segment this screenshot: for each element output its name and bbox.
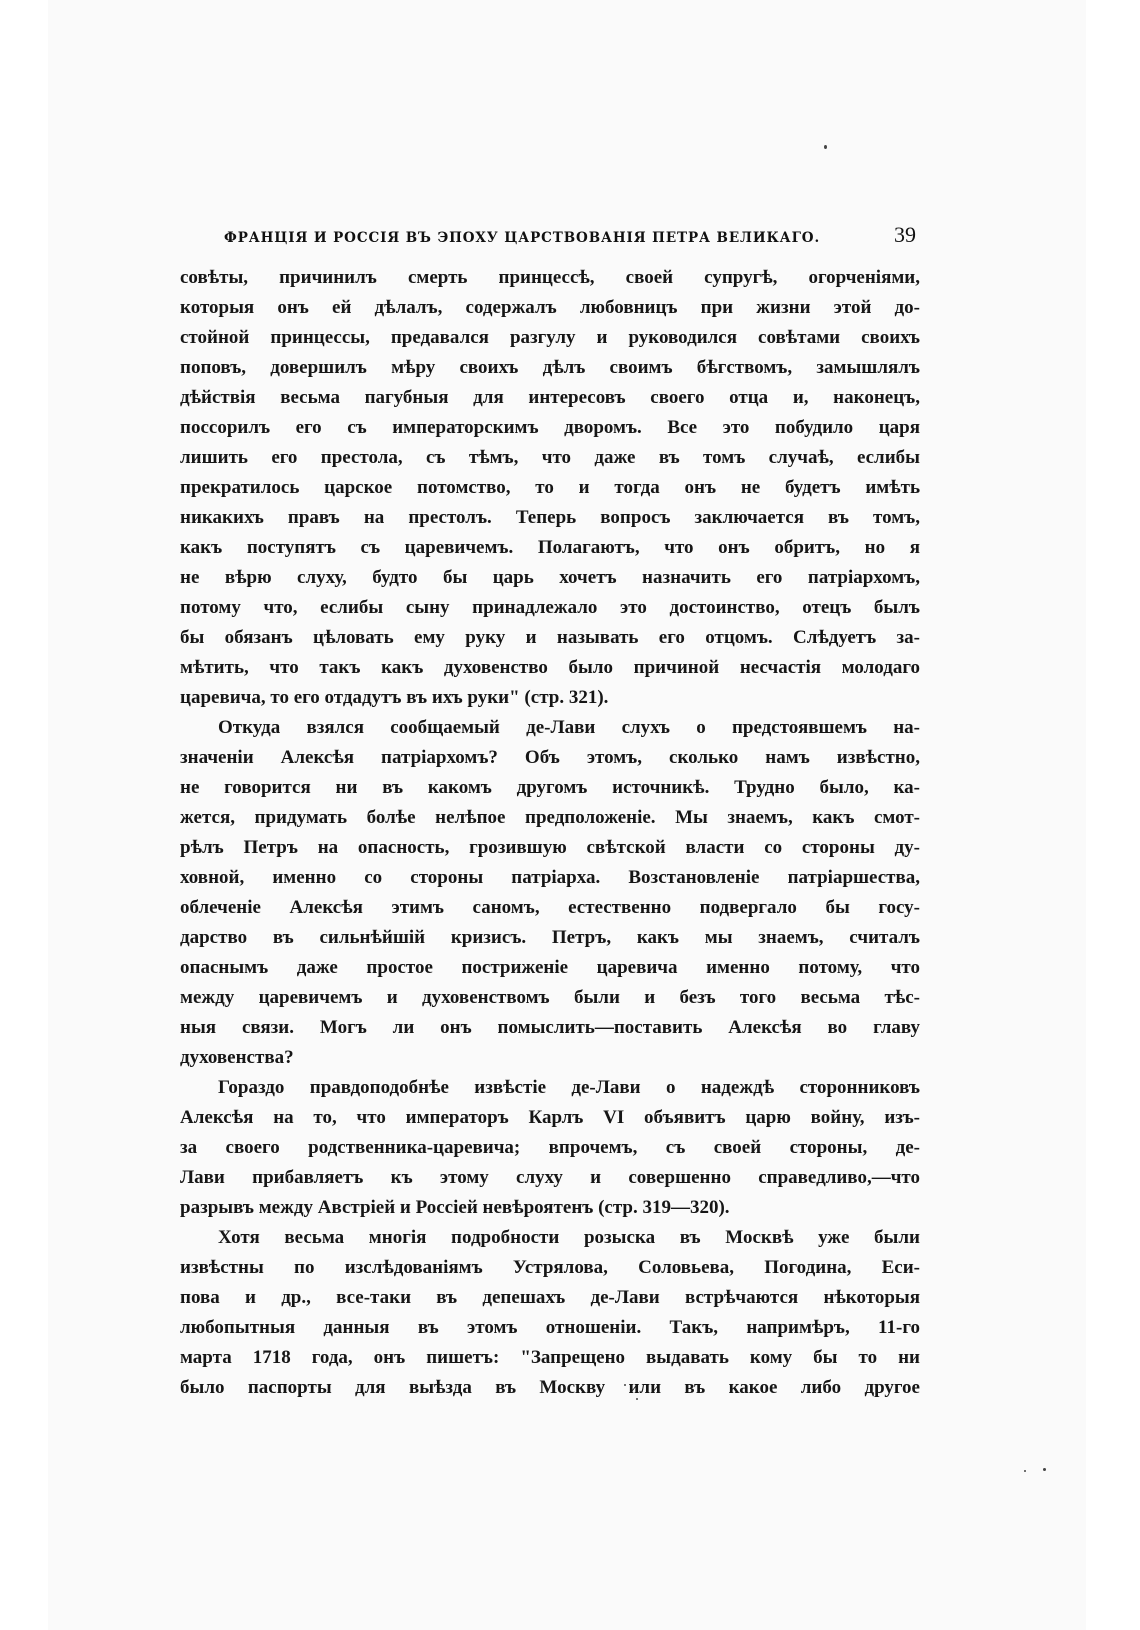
text-line: поссорилъ его съ императорскимъ дворомъ. Все это побудило царя [180,417,920,438]
text-line: дарство въ сильнѣйшій кризисъ. Петръ, какъ мы знаемъ, считалъ [180,927,920,948]
scan-speck [1043,1468,1046,1471]
text-line: за своего родственника-царевича; впрочемъ, съ своей стороны, де- [180,1137,920,1158]
text-line: между царевичемъ и духовенствомъ были и безъ того весьма тѣс- [180,987,920,1008]
running-title: ФРАНЦІЯ И РОССІЯ ВЪ ЭПОХУ ЦАРСТВОВАНІЯ ПЕТРА ВЕЛИКАГО. [224,230,821,246]
text-line: ныя связи. Могъ ли онъ помыслить—поставить Алексѣя во главу [180,1017,920,1038]
text-line: не говорится ни въ какомъ другомъ источникѣ. Трудно было, ка- [180,777,920,798]
text-line: которыя онъ ей дѣлалъ, содержалъ любовницъ при жизни этой до- [180,297,920,318]
text-line: поповъ, довершилъ мѣру своихъ дѣлъ своимъ бѣгствомъ, замышлялъ [180,357,920,378]
text-line: Хотя весьма многія подробности розыска въ Москвѣ уже были [218,1227,920,1248]
text-line: лишить его престола, съ тѣмъ, что даже въ томъ случаѣ, еслибы [180,447,920,468]
text-line: Алексѣя на то, что императоръ Карлъ VI объявитъ царю войну, изъ- [180,1107,920,1128]
text-line: Лави прибавляетъ къ этому слуху и совершенно справедливо,—что [180,1167,920,1188]
scan-speck [1024,1470,1026,1472]
text-line: стойной принцессы, предавался разгулу и руководился совѣтами своихъ [180,327,920,348]
text-line: потому что, еслибы сыну принадлежало это достоинство, отецъ былъ [180,597,920,618]
text-line: любопытныя данныя въ этомъ отношеніи. Такъ, напримѣръ, 11-го [180,1317,920,1338]
scan-speck [824,145,827,149]
body-text [180,263,920,1403]
text-line: пова и др., все-таки въ депешахъ де-Лави встрѣчаются нѣкоторыя [180,1287,920,1308]
text-line: рѣлъ Петръ на опасность, грозившую свѣтской власти со стороны ду- [180,837,920,858]
page-number: 39 [894,222,916,247]
text-line: облеченіе Алексѣя этимъ саномъ, естественно подвергало бы госу- [180,897,920,918]
text-line: ховной, именно со стороны патріарха. Возстановленіе патріаршества, [180,867,920,888]
text-line: совѣты, причинилъ смерть принцессѣ, своей супругѣ, огорченіями, [180,267,920,288]
text-line: мѣтить, что такъ какъ духовенство было причиной несчастія молодаго [180,657,920,678]
text-line: царевича, то его отдадутъ въ ихъ руки" (стр. 321). [180,687,609,708]
text-line: марта 1718 года, онъ пишетъ: "Запрещено выдавать кому бы то ни [180,1347,920,1368]
text-line: дѣйствія весьма пагубныя для интересовъ своего отца и, наконецъ, [180,387,920,408]
text-line: духовенства? [180,1047,294,1068]
scan-right-margin [1086,0,1140,1630]
text-line: Гораздо правдоподобнѣе извѣстіе де-Лави о надеждѣ сторонниковъ [218,1077,920,1098]
text-line: бы обязанъ цѣловать ему руку и называть его отцомъ. Слѣдуетъ за- [180,627,920,648]
text-line: какъ поступятъ съ царевичемъ. Полагаютъ, что онъ обритъ, но я [180,537,920,558]
text-line: жется, придумать болѣе нелѣпое предположеніе. Мы знаемъ, какъ смот- [180,807,920,828]
running-header [224,222,916,252]
text-line: опаснымъ даже простое постриженіе царевича именно потому, что [180,957,920,978]
text-line: прекратилось царское потомство, то и тогда онъ не будетъ имѣть [180,477,920,498]
text-line: разрывъ между Австріей и Россіей невѣроятенъ (стр. 319—320). [180,1197,730,1218]
text-line: никакихъ правъ на престолъ. Теперь вопросъ заключается въ томъ, [180,507,920,528]
text-line: было паспорты для выѣзда въ Москву или въ какое либо другое [180,1377,920,1398]
text-line: значеніи Алексѣя патріархомъ? Объ этомъ, сколько намъ извѣстно, [180,747,920,768]
text-line: извѣстны по изслѣдованіямъ Устрялова, Соловьева, Погодина, Еси- [180,1257,920,1278]
text-line: Откуда взялся сообщаемый де-Лави слухъ о предстоявшемъ на- [218,717,920,738]
scan-left-margin [0,0,48,1630]
text-line: не вѣрю слуху, будто бы царь хочетъ назначить его патріархомъ, [180,567,920,588]
